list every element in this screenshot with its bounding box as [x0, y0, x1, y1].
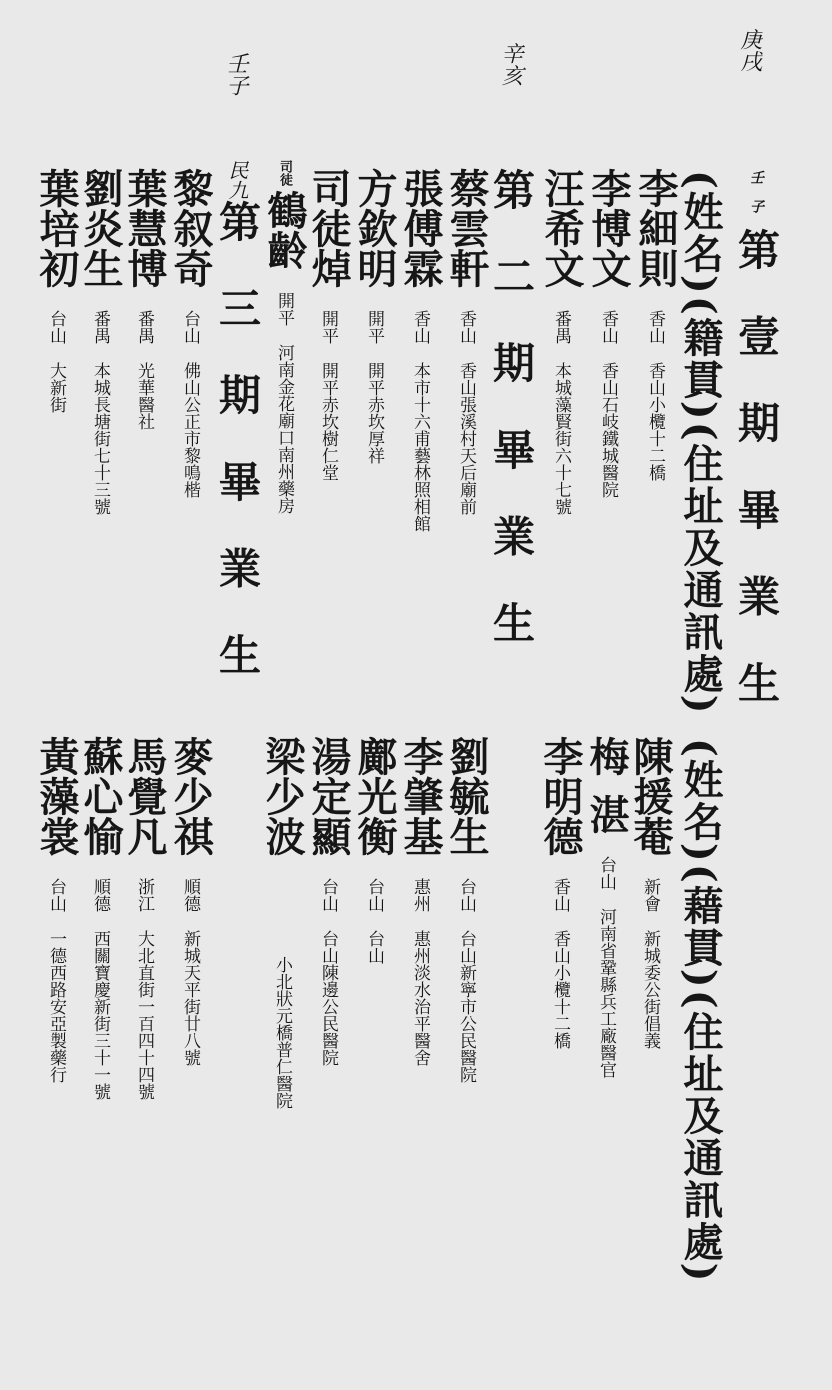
list-item: 劉炎生番禺本城長塘街七十三號 — [77, 168, 124, 515]
list-item: 鄺光衡台山台山 — [351, 736, 398, 964]
list-item: 張傅霖香山本市十六甫藝林照相館 — [397, 168, 444, 532]
first-header: (姓名)(籍貫)(住址及通訊處) — [677, 170, 724, 716]
year-annotation-gengxu: 庚戌 — [737, 28, 762, 72]
side-annotation-first: 壬子 — [748, 170, 764, 228]
list-item: 李肇基惠州惠州淡水治平醫舍 — [397, 736, 444, 1066]
list-item: 司徒焯開平開平赤坎樹仁堂 — [305, 168, 352, 481]
list-item: 汪希文番禺本城藻賢街六十七號 — [538, 168, 585, 515]
third-period-title: 民九第 三 期 畢 業 生 — [213, 160, 262, 691]
list-item: 黃藻裳台山一德西路安亞製藥行 — [33, 736, 80, 1083]
list-item: 方欽明開平開平赤坎厚祥 — [351, 168, 398, 464]
list-item: 馬覺凡浙江大北直街一百四十四號 — [121, 736, 168, 1100]
year-annotation-xinhai: 辛亥 — [498, 42, 523, 86]
list-item: 麥少祺順德新城天平街廿八號 — [167, 736, 214, 1066]
list-item: 司徒鶴齡開平河南金花廟口南州藥房 — [261, 160, 308, 514]
second-header: (姓名)(藉貫)(住址及通訊處) — [677, 738, 724, 1284]
list-item: 湯定顯台山台山陳邊公民醫院 — [305, 736, 352, 1066]
side-annotation-third: 民九 — [225, 160, 249, 200]
list-item: 梅湛台山河南省鞏縣兵工廠醫官 — [583, 736, 630, 1078]
first-period-title: 壬子第 壹 期 畢 業 生 — [732, 170, 781, 719]
list-item: 梁少波小北狀元橋普仁醫院 — [259, 736, 306, 1109]
list-item: 劉毓生台山台山新寧市公民醫院 — [443, 736, 490, 1083]
list-item: 蘇心愉順德西關寶慶新街三十一號 — [77, 736, 124, 1100]
list-item: 葉培初台山大新街 — [33, 168, 80, 413]
list-item: 李博文香山香山石岐鐵城醫院 — [585, 168, 632, 498]
list-item: 黎叙奇台山佛山公正市黎鳴楷 — [167, 168, 214, 498]
list-item: 李細則香山香山小欖十二橋 — [632, 168, 679, 481]
second-period-title: 第 二 期 畢 業 生 — [487, 168, 536, 659]
list-item: 李明德香山香山小欖十二橋 — [537, 736, 584, 1049]
list-item: 蔡雲軒香山香山張溪村天后廟前 — [443, 168, 490, 515]
year-annotation-renzi: 壬子 — [223, 52, 248, 96]
list-item: 葉慧博番禺光華醫社 — [121, 168, 168, 430]
list-item: 陳援菴新會新城委公街倡義 — [627, 736, 674, 1049]
